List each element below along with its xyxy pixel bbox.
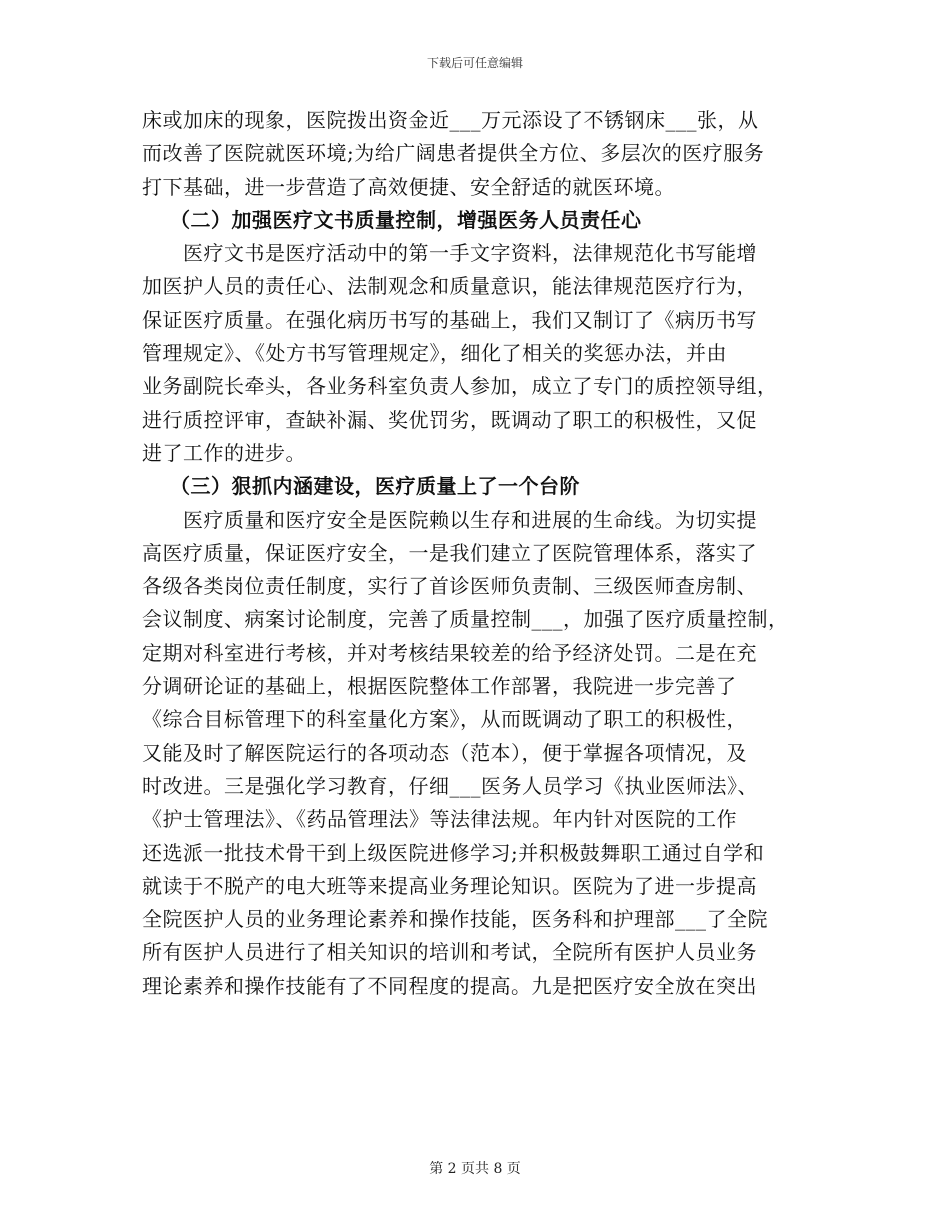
text-line: 定期对科室进行考核，并对考核结果较差的给予经济处罚。二是在充 [142,640,757,665]
text-line: 分调研论证的基础上，根据医院整体工作部署，我院进一步完善了 [142,674,737,699]
text-line: 理论素养和操作技能有了不同程度的提高。九是把医疗安全放在突出 [142,973,757,998]
text-line: 医疗文书是医疗活动中的第一手文字资料，法律规范化书写能增 [183,241,757,266]
text-line: 全院医护人员的业务理论素养和操作技能，医务科和护理部___了全院 [142,907,768,932]
document-body [142,104,814,1003]
text-line: 打下基础，进一步营造了高效便捷、安全舒适的就医环境。 [142,174,675,199]
text-line: 进行质控评审，查缺补漏、奖优罚劣，既调动了职工的积极性，又促 [142,407,757,432]
text-line: 所有医护人员进行了相关知识的培训和考试，全院所有医护人员业务 [142,940,757,965]
text-line: 又能及时了解医院运行的各项动态（范本），便于掌握各项情况，及 [142,740,747,765]
text-line: 业务副院长牵头，各业务科室负责人参加，成立了专门的质控领导组， [142,374,778,399]
page-header: 下载后可任意编辑 [426,56,523,70]
text-line: 管理规定》、《处方书写管理规定》，细化了相关的奖惩办法，并由 [142,341,727,366]
text-line: 时改进。三是强化学习教育，仔细___医务人员学习《执业医师法》、 [142,773,758,798]
text-line: 就读于不脱产的电大班等来提高业务理论知识。医院为了进一步提高 [142,873,757,898]
text-line: 加医护人员的责任心、法制观念和质量意识，能法律规范医疗行为， [142,274,757,299]
text-line: 进了工作的进步。 [142,440,306,465]
text-line: 《综合目标管理下的科室量化方案》，从而既调动了职工的积极性， [142,707,747,732]
text-line: 《护士管理法》、《药品管理法》等法律法规。年内针对医院的工作 [142,807,737,832]
section-heading: （二）加强医疗文书质量控制，增强医务人员责任心 [170,207,642,232]
text-line: 而改善了医院就医环境;为给广阔患者提供全方位、多层次的医疗服务 [142,141,765,166]
text-line: 高医疗质量，保证医疗安全，一是我们建立了医院管理体系，落实了 [142,540,757,565]
text-line: 保证医疗质量。在强化病历书写的基础上，我们又制订了《病历书写 [142,307,757,332]
text-line: 会议制度、病案讨论制度，完善了质量控制___，加强了医疗质量控制， [142,607,789,632]
page-footer: 第 2 页共 8 页 [429,1161,521,1177]
text-line: 医疗质量和医疗安全是医院赖以生存和进展的生命线。为切实提 [183,507,757,532]
section-heading: （三）狠抓内涵建设，医疗质量上了一个台阶 [170,474,580,499]
text-line: 各级各类岗位责任制度，实行了首诊医师负责制、三级医师查房制、 [142,574,757,599]
text-line: 还选派一批技术骨干到上级医院进修学习;并积极鼓舞职工通过自学和 [142,840,765,865]
text-line: 床或加床的现象，医院拨出资金近___万元添设了不锈钢床___张，从 [142,108,759,132]
